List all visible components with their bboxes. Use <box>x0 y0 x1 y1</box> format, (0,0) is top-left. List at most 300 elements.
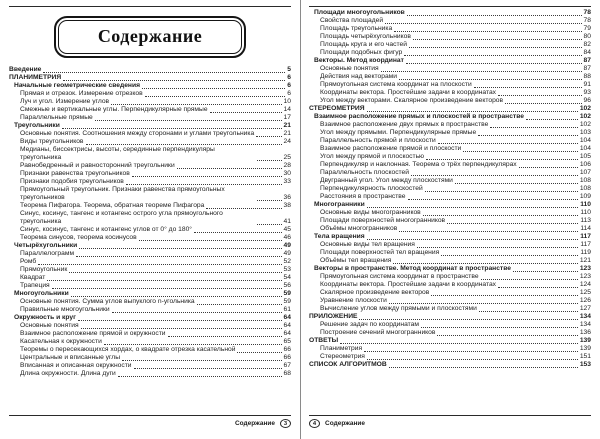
toc-entry-title: Параллельные прямые <box>20 114 93 121</box>
toc-entry-title: Синус, косинус, тангенс и котангенс острого угла прямоугольного треугольника <box>20 210 223 225</box>
toc-entry-title: Координаты вектора. Простейшие задачи в координатах <box>320 89 497 96</box>
toc-entry-page-number: 10 <box>283 98 291 105</box>
toc-entry-title: Луч и угол. Измерение углов <box>20 98 110 105</box>
dot-leader <box>359 319 577 320</box>
toc-entry-page-number: 136 <box>579 329 591 336</box>
page-border-top <box>309 6 591 7</box>
toc-entry-page-number: 36 <box>283 194 291 201</box>
toc-entry-title: Касательная к окружности <box>20 338 102 345</box>
toc-entry <box>309 321 591 329</box>
toc-entry-page-number: 87 <box>583 65 591 72</box>
toc-entry <box>309 41 591 49</box>
toc-entry-page-number: 139 <box>579 337 591 344</box>
toc-entry <box>9 170 291 178</box>
toc-entry <box>9 106 291 114</box>
toc-entry <box>9 258 291 266</box>
toc-entry <box>9 226 291 234</box>
toc-entry-page-number: 33 <box>283 178 291 185</box>
dot-leader <box>43 72 285 73</box>
dot-leader <box>394 31 581 32</box>
toc-entry <box>309 329 591 337</box>
toc-entry-page-number: 91 <box>583 81 591 88</box>
toc-entry <box>309 105 591 113</box>
dot-leader <box>104 344 282 345</box>
dot-leader <box>256 136 281 137</box>
toc-entry <box>309 209 591 217</box>
toc-entry-title: Четырёхугольники <box>14 242 78 249</box>
dot-leader <box>399 79 582 80</box>
toc-entry-title: Треугольники <box>14 122 60 129</box>
toc-entry-page-number: 110 <box>580 209 591 216</box>
toc-entry-page-number: 52 <box>283 258 291 265</box>
toc-entry <box>9 330 291 338</box>
toc-entry-page-number: 134 <box>579 321 591 328</box>
dot-leader <box>81 328 282 329</box>
toc-entry-title: Основные понятия. Сумма углов выпуклого n-угольника <box>20 298 195 305</box>
toc-entry-page-number: 125 <box>579 289 591 296</box>
dot-leader <box>47 280 281 281</box>
toc-entry <box>9 146 291 162</box>
toc-entry-page-number: 105 <box>579 153 591 160</box>
toc-entry-page-number: 87 <box>583 57 591 64</box>
toc-entry <box>9 282 291 290</box>
toc-entry-title: Площадь треугольника <box>320 25 393 32</box>
toc-entry <box>309 49 591 57</box>
toc-entry-title: Площади подобных фигур <box>320 49 403 56</box>
toc-entry-title: Взаимное расположение двух прямых в пространстве <box>320 121 489 128</box>
toc-entry <box>9 122 291 130</box>
toc-entry-title: Угол между прямой и плоскостью <box>320 153 425 160</box>
toc-entry <box>309 25 591 33</box>
dot-leader <box>413 39 582 40</box>
toc-entry-page-number: 108 <box>579 177 591 184</box>
toc-entry-title: СТЕРЕОМЕТРИЯ <box>309 105 365 112</box>
toc-entry <box>9 306 291 314</box>
dot-leader <box>437 335 577 336</box>
footer-label: Содержание <box>234 420 275 427</box>
toc-entry <box>9 266 291 274</box>
contents-title-box <box>54 16 246 58</box>
toc-entry-page-number: 123 <box>579 273 591 280</box>
toc-entry <box>309 265 591 273</box>
toc-entry-page-number: 139 <box>579 345 591 352</box>
toc-entry <box>9 74 291 82</box>
toc-entry <box>309 65 591 73</box>
toc-entry-page-number: 24 <box>283 138 291 145</box>
toc-entry <box>9 242 291 250</box>
toc-entry <box>309 129 591 137</box>
toc-entry-page-number: 46 <box>283 234 291 241</box>
toc-entry <box>309 137 591 145</box>
toc-entry-title: Скалярное произведение векторов <box>320 289 430 296</box>
contents-title-inner-border <box>58 20 242 54</box>
dot-leader <box>79 248 281 249</box>
toc-entry-title: Параллельность плоскостей <box>320 169 409 176</box>
toc-entry-page-number: 123 <box>579 265 591 272</box>
toc-entry-page-number: 53 <box>283 266 291 273</box>
toc-entry-title: Взаимное расположение прямой и окружности <box>20 330 166 337</box>
toc-entry-title: Решение задач по координатам <box>320 321 419 328</box>
toc-entry <box>9 186 291 202</box>
toc-entry-title: Введение <box>9 66 42 73</box>
toc-entry-page-number: 64 <box>283 330 291 337</box>
toc-entry-page-number: 21 <box>283 130 291 137</box>
toc-entry-title: ОТВЕТЫ <box>309 337 339 344</box>
toc-entry-title: Планиметрия <box>320 345 363 352</box>
toc-entry <box>309 193 591 201</box>
toc-entry-title: Признаки подобия треугольников <box>20 178 124 185</box>
toc-entry-page-number: 6 <box>287 82 291 89</box>
toc-entry-title: Теорема синусов, теорема косинусов <box>20 234 137 241</box>
toc-entry <box>309 353 591 361</box>
toc-entry-page-number: 6 <box>287 74 291 81</box>
dot-leader <box>132 176 282 177</box>
toc-entry-page-number: 110 <box>580 201 591 208</box>
toc-entry-title: Теоремы о пересекающихся хордах, о квадрате отрезка касательной <box>20 346 236 353</box>
toc-entry <box>9 210 291 226</box>
toc-entry-page-number: 66 <box>283 346 291 353</box>
toc-entry-title: Смежные и вертикальные углы. Перпендикулярные прямые <box>20 106 208 113</box>
dot-leader <box>95 120 282 121</box>
toc-entry <box>309 97 591 105</box>
dot-leader <box>78 320 282 321</box>
dot-leader <box>38 264 281 265</box>
dot-leader <box>389 303 578 304</box>
toc-entry-page-number: 65 <box>283 338 291 345</box>
toc-entry-page-number: 59 <box>283 290 291 297</box>
dot-leader <box>385 23 581 24</box>
toc-entry-title: Центральные и вписанные углы <box>20 354 121 361</box>
dot-leader <box>490 127 578 128</box>
toc-entry-title: Прямоугольник <box>20 266 68 273</box>
dot-leader <box>122 360 282 361</box>
dot-leader <box>237 352 281 353</box>
dot-leader <box>52 288 282 289</box>
toc-entry-title: Вычисление углов между прямыми и плоскостями <box>320 305 477 312</box>
dot-leader <box>474 87 582 88</box>
toc-entry-title: Многогранники <box>314 201 365 208</box>
toc-entry <box>309 145 591 153</box>
page-right <box>300 0 600 439</box>
toc-entry-page-number: 78 <box>583 17 591 24</box>
toc-entry-title: Признаки равенства треугольников <box>20 170 130 177</box>
toc-entry-page-number: 54 <box>283 274 291 281</box>
toc-entry-page-number: 64 <box>283 322 291 329</box>
toc-entry-title: Площадь круга и его частей <box>320 41 407 48</box>
dot-leader <box>112 312 282 313</box>
toc-entry-page-number: 124 <box>579 281 591 288</box>
dot-leader <box>177 168 282 169</box>
toc-entry-title: Многоугольники <box>14 290 69 297</box>
dot-leader <box>393 263 577 264</box>
toc-entry-page-number: 106 <box>579 161 591 168</box>
toc-entry <box>309 345 591 353</box>
toc-entry <box>309 217 591 225</box>
toc-entry-page-number: 30 <box>283 170 291 177</box>
footer-label: Содержание <box>325 420 366 427</box>
toc-entry <box>309 57 591 65</box>
toc-entry-page-number: 151 <box>579 353 591 360</box>
dot-leader <box>71 296 282 297</box>
toc-entry-title: Объёмы многогранников <box>320 225 398 232</box>
toc-entry-title: Перпендикулярность плоскостей <box>320 185 423 192</box>
toc-entry <box>309 257 591 265</box>
dot-leader <box>206 208 281 209</box>
toc-entry <box>9 338 291 346</box>
footer-right-page <box>309 415 591 428</box>
toc-entry-page-number: 56 <box>283 282 291 289</box>
dot-leader <box>367 239 579 240</box>
toc-entry <box>9 114 291 122</box>
dot-leader <box>505 103 581 104</box>
dot-leader <box>406 63 582 64</box>
toc-entry-page-number: 117 <box>580 241 591 248</box>
toc-entry-page-number: 28 <box>283 162 291 169</box>
toc-entry-page-number: 107 <box>579 169 591 176</box>
toc-entry <box>309 297 591 305</box>
toc-entry-title: Уравнение плоскости <box>320 297 387 304</box>
toc-entry-page-number: 80 <box>583 33 591 40</box>
dot-leader <box>479 311 578 312</box>
toc-entry-page-number: 153 <box>579 361 591 368</box>
toc-entry-page-number: 64 <box>283 314 291 321</box>
dot-leader <box>367 111 578 112</box>
dot-leader <box>441 255 578 256</box>
dot-leader <box>526 119 578 120</box>
toc-entry <box>309 289 591 297</box>
toc-entry-title: Прямоугольный треугольник. Признаки равенства прямоугольных треугольников <box>20 186 225 201</box>
toc-entry <box>309 225 591 233</box>
toc-entry <box>309 153 591 161</box>
dot-leader <box>423 215 579 216</box>
toc-entry <box>9 82 291 90</box>
toc-entry-page-number: 5 <box>287 66 291 73</box>
toc-entry-page-number: 79 <box>583 25 591 32</box>
toc-entry-page-number: 121 <box>579 257 591 264</box>
toc-entry-page-number: 108 <box>579 185 591 192</box>
toc-entry <box>9 162 291 170</box>
toc-entry-title: ПЛАНИМЕТРИЯ <box>9 74 62 81</box>
dot-leader <box>197 304 282 305</box>
dot-leader <box>145 96 286 97</box>
toc-entry-title: Трапеция <box>20 282 50 289</box>
toc-entry-title: Векторы. Метод координат <box>314 57 404 64</box>
toc-entry-title: Угол между прямыми. Перпендикулярные прямые <box>320 129 477 136</box>
toc-entry-title: Ромб <box>20 258 37 265</box>
dot-leader <box>257 200 282 201</box>
toc-entry-title: Расстояния в пространстве <box>320 193 406 200</box>
toc-entry <box>309 281 591 289</box>
dot-leader <box>62 128 282 129</box>
toc-entry-title: Площади многоугольников <box>314 9 405 16</box>
dot-leader <box>69 272 281 273</box>
toc-entry <box>309 305 591 313</box>
toc-entry-page-number: 49 <box>283 242 291 249</box>
toc-entry-page-number: 126 <box>579 297 591 304</box>
dot-leader <box>409 47 582 48</box>
dot-leader <box>408 199 578 200</box>
toc-entry-title: Прямая и отрезок. Измерение отрезков <box>20 90 143 97</box>
toc-entry-page-number: 6 <box>287 90 291 97</box>
page-border-top <box>9 6 291 7</box>
toc-entry-title: ПРИЛОЖЕНИЕ <box>309 313 358 320</box>
toc-entry-title: Основные понятия. Соотношения между сторонами и углами треугольника <box>20 130 255 137</box>
toc-entry-page-number: 113 <box>580 217 591 224</box>
dot-leader <box>86 144 282 145</box>
dot-leader <box>257 224 282 225</box>
toc-entry <box>9 370 291 378</box>
dot-leader <box>417 247 578 248</box>
toc-entry <box>309 241 591 249</box>
toc-entry-title: Площадь четырёхугольников <box>320 33 411 40</box>
dot-leader <box>438 143 578 144</box>
dot-leader <box>210 112 282 113</box>
toc-entry-title: Площади поверхностей тел вращения <box>320 249 440 256</box>
toc-entry-page-number: 78 <box>583 9 591 16</box>
toc-entry-title: Прямоугольная система координат в пространстве <box>320 273 479 280</box>
toc-entry-title: Теорема Пифагора. Теорема, обратная теореме Пифагора <box>20 202 205 209</box>
dot-leader <box>411 175 578 176</box>
toc-entry <box>9 90 291 98</box>
toc-entry <box>9 290 291 298</box>
toc-entry <box>309 361 591 369</box>
dot-leader <box>426 159 578 160</box>
toc-entry-page-number: 67 <box>283 362 291 369</box>
toc-entry-title: Длина окружности. Длина дуги <box>20 370 116 377</box>
dot-leader <box>447 223 578 224</box>
toc-entry-page-number: 84 <box>583 49 591 56</box>
dot-leader <box>519 167 578 168</box>
toc-entry-title: Основные понятия <box>20 322 79 329</box>
dot-leader <box>513 271 578 272</box>
toc-entry <box>9 346 291 354</box>
toc-entry-title: Объёмы тел вращения <box>320 257 392 264</box>
toc-entry <box>309 9 591 17</box>
footer-page-number: 4 <box>309 419 320 428</box>
dot-leader <box>76 256 282 257</box>
toc-entry <box>309 337 591 345</box>
toc-entry-title: Угол между векторами. Скалярное произведение векторов <box>320 97 504 104</box>
toc-entry-title: Медианы, биссектрисы, высоты, серединные перпендикуляры треугольника <box>20 146 215 161</box>
toc-entry <box>309 113 591 121</box>
toc-entry <box>309 169 591 177</box>
dot-leader <box>455 183 578 184</box>
toc-entry-title: Основные понятия <box>320 65 379 72</box>
dot-leader <box>168 336 282 337</box>
toc-entry <box>9 130 291 138</box>
toc-entry-title: СПИСОК АЛГОРИТМОВ <box>309 361 387 368</box>
dot-leader <box>63 80 285 81</box>
toc-entry-title: Стереометрия <box>320 353 365 360</box>
toc-entry <box>9 362 291 370</box>
toc-entry <box>9 322 291 330</box>
toc-entry <box>309 89 591 97</box>
toc-entry-page-number: 41 <box>283 218 291 225</box>
toc-entry-title: Свойства площадей <box>320 17 384 24</box>
toc-entry-title: Действия над векторами <box>320 73 398 80</box>
toc-entry <box>309 201 591 209</box>
dot-leader <box>399 231 578 232</box>
toc-entry-page-number: 25 <box>283 154 291 161</box>
toc-entry-page-number: 114 <box>580 225 591 232</box>
toc-entry <box>309 81 591 89</box>
toc-entry-title: Координаты вектора. Простейшие задачи в координатах <box>320 281 497 288</box>
toc-entry-page-number: 127 <box>579 305 591 312</box>
toc-entry-page-number: 109 <box>579 193 591 200</box>
dot-leader <box>257 160 282 161</box>
toc-entry <box>309 249 591 257</box>
dot-leader <box>134 368 282 369</box>
toc-entry <box>309 313 591 321</box>
dot-leader <box>431 295 578 296</box>
toc-entry-page-number: 102 <box>579 113 591 120</box>
toc-entry-title: Равнобедренный и равносторонний треугольники <box>20 162 175 169</box>
dot-leader <box>142 88 285 89</box>
toc-entry-title: Построение сечений многогранников <box>320 329 436 336</box>
toc-entry <box>9 354 291 362</box>
toc-entry-page-number: 117 <box>580 233 591 240</box>
toc-entry <box>9 234 291 242</box>
footer-left-page <box>9 415 291 428</box>
toc-entry-title: Окружность и круг <box>14 314 76 321</box>
toc-entry-title: Синус, косинус, тангенс и котангенс углов от 0° до 180° <box>20 226 192 233</box>
toc-entry-page-number: 93 <box>583 89 591 96</box>
toc-entry-title: Двугранный угол. Угол между плоскостями <box>320 177 453 184</box>
toc-entry <box>9 274 291 282</box>
toc-entry-page-number: 96 <box>583 97 591 104</box>
toc-entry-title: Взаимное расположение прямой и плоскости <box>320 145 462 152</box>
toc-entry-page-number: 21 <box>283 122 291 129</box>
dot-leader <box>111 104 281 105</box>
toc-entry-page-number: 17 <box>283 114 291 121</box>
dot-leader <box>118 376 282 377</box>
toc-entry-page-number: 49 <box>283 250 291 257</box>
page-title: Содержание <box>97 26 203 46</box>
toc-entry-page-number: 68 <box>283 370 291 377</box>
toc-entry-page-number: 14 <box>283 106 291 113</box>
toc-entry <box>9 202 291 210</box>
toc-entry-title: Векторы в пространстве. Метод координат в пространстве <box>314 265 511 272</box>
toc-entry-title: Параллельность прямой и плоскости <box>320 137 436 144</box>
dot-leader <box>194 232 282 233</box>
toc-entry <box>9 98 291 106</box>
toc-entry-title: Вписанная и описанная окружности <box>20 362 132 369</box>
toc-entry <box>309 177 591 185</box>
toc-entry-title: Взаимное расположение прямых и плоскостей в пространстве <box>314 113 524 120</box>
toc-entry-page-number: 61 <box>283 306 291 313</box>
toc-entry-page-number: 88 <box>583 73 591 80</box>
toc-entry <box>309 185 591 193</box>
toc-entry <box>9 138 291 146</box>
dot-leader <box>498 287 578 288</box>
toc-entry-page-number: 104 <box>579 137 591 144</box>
toc-entry-title: Основные виды многогранников <box>320 209 421 216</box>
toc-entry-title: Правильные многоугольники <box>20 306 110 313</box>
dot-leader <box>407 15 582 16</box>
toc-entry <box>9 66 291 74</box>
toc-entry-page-number: 103 <box>579 129 591 136</box>
toc-entry-page-number: 59 <box>283 298 291 305</box>
dot-leader <box>340 343 578 344</box>
toc-entry-title: Перпендикуляр и наклонная. Теорема о трёх перпендикулярах <box>320 161 517 168</box>
dot-leader <box>389 367 578 368</box>
toc-entry-page-number: 45 <box>283 226 291 233</box>
toc-entry <box>9 250 291 258</box>
dot-leader <box>381 71 582 72</box>
toc-entry-page-number: 82 <box>583 41 591 48</box>
toc-entry <box>9 314 291 322</box>
toc-entry-page-number: 38 <box>283 202 291 209</box>
